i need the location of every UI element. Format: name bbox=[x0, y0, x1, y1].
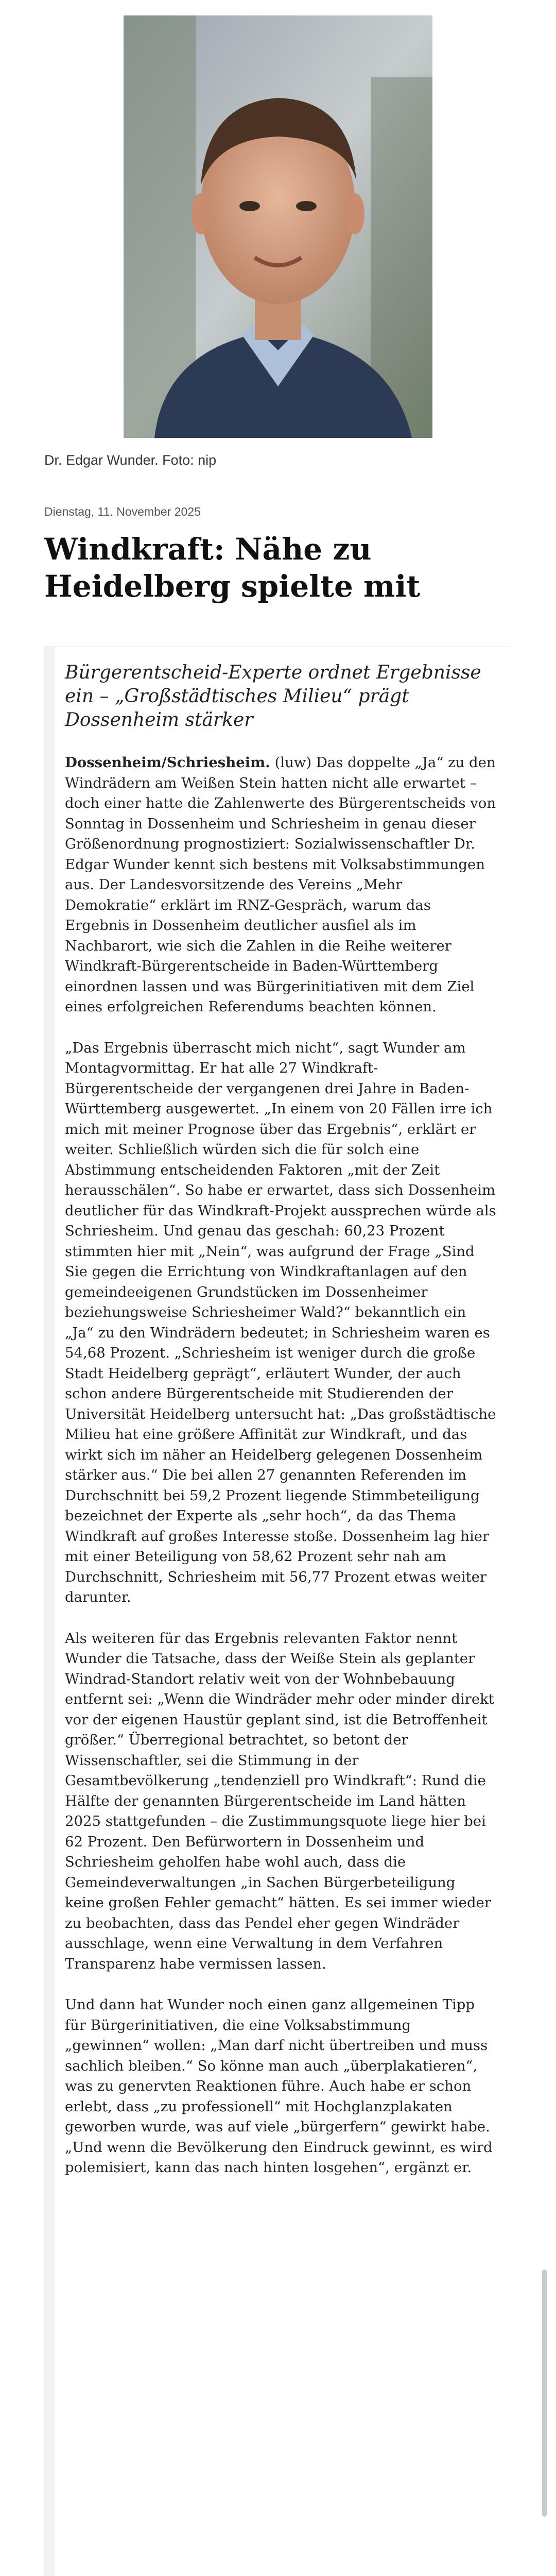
article-paragraph-1 bbox=[65, 753, 497, 1018]
article-paragraph-4: Und dann hat Wunder noch einen ganz allgemeinen Tipp für Bürgerinitiativen, die eine Volksabstimmung „gewinnen“ wollen: „Man darf nicht übertreiben und muss sachlich bleiben.“ So könne man auch „überplakatieren“, was zu genervten Reaktionen führe. Auch habe er schon erlebt, dass „zu professionell“ mit Hochglanzplakaten geworben wurde, was auf viele „bürgerfern“ gewirkt habe. „Und wenn die Bevölkerung den Eindruck gewinnt, es wird polemisiert, kann das nach hinten losgehen“, ergänzt er. bbox=[65, 1996, 493, 2176]
article-subheadline: Bürgerentscheid-Experte ordnet Ergebnisse ein – „Großstädtisches Milieu“ prägt Dossenheim stärker bbox=[65, 662, 481, 731]
dateline-location: Dossenheim/Schriesheim. bbox=[65, 754, 270, 771]
article-content bbox=[65, 661, 497, 2199]
portrait-image bbox=[124, 15, 432, 438]
page-scrollbar[interactable] bbox=[542, 2269, 547, 2517]
article-paragraph-2: „Das Ergebnis überrascht mich nicht“, sagt Wunder am Montagvormittag. Er hat alle 27 Windkraft-Bürgerentscheide der vergangenen drei Jahre in Baden-Württemberg ausgewertet. „In einem von 20 Fällen irre ich mich mit meiner Prognose über das Ergebnis“, erklärt er weiter. Schließlich würden sich die für solch eine Abstimmung entscheidenden Faktoren „mit der Zeit herausschälen“. So habe er erwartet, dass sich Dossenheim deutlicher für das Windkraft-Projekt aussprechen würde als Schriesheim. Und genau das geschah: 60,23 Prozent stimmten hier mit „Nein“, was aufgrund der Frage „Sind Sie gegen die Errichtung von Windkraftanlagen auf den gemeindeeigenen Grundstücken im Dossenheimer beziehungsweise Schriesheimer Wald?“ bekanntlich ein „Ja“ zu den Windrädern bedeutet; in Schriesheim waren es 54,68 Prozent. „Schriesheim ist weniger durch die große Stadt Heidelberg geprägt“, erläutert Wunder, der auch schon andere Bürgerentscheide mit Studierenden der Universität Heidelberg untersucht hat: „Das großstädtische Milieu hat eine größere Affinität zur Windkraft, und das wirkt sich im näher an Heidelberg gelegenen Dossenheim stärker aus.“ Die bei allen 27 genannten Referenden im Durchschnitt bei 59,2 Prozent liegende Stimmbeteiligung bezeichnet der Experte als „sehr hoch“, da das Thema Windkraft auf großes Interesse stoße. Dossenheim lag hier mit einer Beteiligung von 58,62 Prozent sehr nah am Durchschnitt, Schriesheim mit 56,77 Prozent etwas weiter darunter. bbox=[65, 1039, 496, 1605]
author-photo bbox=[124, 15, 432, 438]
paragraph-1-text: (luw) Das doppelte „Ja“ zu den Windrädern am Weißen Stein hatten nicht alle erwartet – doch einer hatte die Zahlenwerte des Bürgerentscheids von Sonntag in Dossenheim und Schriesheim in genau dieser Größenordnung prognostiziert: Sozialwissenschaftler Dr. Edgar Wunder kennt sich bestens mit Volksabstimmungen aus. Der Landesvorsitzende des Vereins „Mehr Demokratie“ erklärt im RNZ-Gespräch, warum das Ergebnis in Dossenheim deutlicher ausfiel als im Nachbarort, wie sich die Zahlen in die Reihe weiterer Windkraft-Bürgerentscheide in Baden-Württemberg einordnen lassen und was Bürgerinitiativen mit dem Ziel eines erfolgreichen Referendums beachten können. bbox=[65, 754, 496, 1015]
photo-caption: Dr. Edgar Wunder. Foto: nip bbox=[44, 452, 217, 468]
article-headline: Windkraft: Nähe zu Heidelberg spielte mit bbox=[44, 532, 421, 604]
article-paragraph-3: Als weiteren für das Ergebnis relevanten Faktor nennt Wunder die Tatsache, dass der Weiße Stein als geplanter Windrad-Standort relativ weit von der Wohnbebauung entfernt sei: „Wenn die Windräder mehr oder minder direkt vor der eigenen Haustür geplant sind, ist die Betroffenheit größer.“ Überregional betrachtet, so betont der Wissenschaftler, sei die Stimmung in der Gesamtbevölkerung „tendenziell pro Windkraft“: Rund die Hälfte der genannten Bürgerentscheide im Land hätten 2025 stattgefunden – die Zustimmungsquote liege hier bei 62 Prozent. Den Befürwortern in Dossenheim und Schriesheim geholfen habe wohl auch, dass die Gemeindeverwaltungen „in Sachen Bürgerbeteiligung keine großen Fehler gemacht“ hätten. Es sei immer wieder zu beobachten, dass das Pendel eher gegen Windräder ausschlage, wenn eine Verwaltung in dem Verfahren Transparenz habe vermissen lassen. bbox=[65, 1630, 494, 1972]
publish-date: Dienstag, 11. November 2025 bbox=[44, 505, 201, 518]
article-body-card bbox=[44, 647, 509, 2576]
